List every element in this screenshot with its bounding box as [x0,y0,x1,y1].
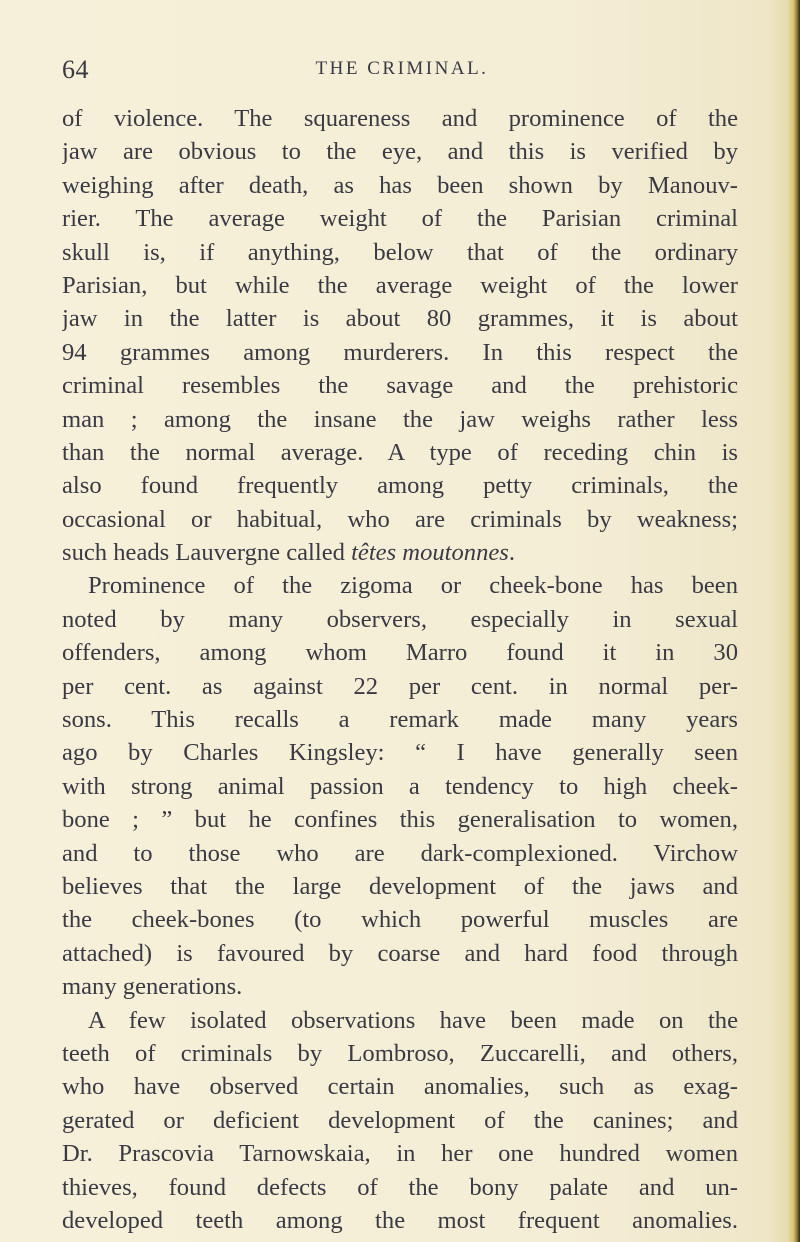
text-line-with-italic [62,536,738,569]
text-line: rier. The average weight of the Parisian criminal [62,205,738,233]
text-line: thieves, found defects of the bony palate and un- [62,1173,738,1201]
page-header [62,55,742,85]
text-line: Parisian, but while the average weight of the lower [62,271,738,299]
text-line: than the normal average. A type of receding chin is [62,438,738,466]
text-line: attached) is favoured by coarse and hard food through [62,939,738,967]
text-line: occasional or habitual, who are criminals by weakness; [62,505,738,533]
text-segment: such heads Lauvergne called [62,539,352,567]
text-line: Prominence of the zigoma or cheek-bone has been [88,572,738,600]
text-line: teeth of criminals by Lombroso, Zuccarelli, and others, [62,1039,738,1067]
text-line: developed teeth among the most frequent anomalies. [62,1206,738,1234]
text-line: with strong animal passion a tendency to high cheek- [62,772,738,800]
text-line: A few isolated observations have been made on the [88,1006,738,1034]
text-line: jaw in the latter is about 80 grammes, it is about [62,305,738,333]
text-line: noted by many observers, especially in sexual [62,605,738,633]
text-line: also found frequently among petty criminals, the [62,472,738,500]
text-line: who have observed certain anomalies, such as exag- [62,1073,738,1101]
running-head: THE CRIMINAL. [315,58,489,79]
text-line: skull is, if anything, below that of the ordinary [62,238,738,266]
page-edge [788,0,800,1242]
text-segment: . [508,539,516,567]
italic-term: têtes moutonnes [351,539,509,567]
text-line: many generations. [62,973,243,1001]
text-line: gerated or deficient development of the canines; and [62,1106,738,1134]
page-number: 64 [62,55,89,84]
text-line: criminal resembles the savage and the prehistoric [62,372,738,400]
text-line: weighing after death, as has been shown by Manouv- [62,171,738,199]
body-text [62,102,738,1237]
text-line: man ; among the insane the jaw weighs rather less [62,405,738,433]
text-line: per cent. as against 22 per cent. in normal per- [62,672,738,700]
text-line: believes that the large development of the jaws and [62,872,738,900]
text-line: jaw are obvious to the eye, and this is verified by [62,138,738,166]
text-line: 94 grammes among murderers. In this respect the [62,338,738,366]
text-line: ago by Charles Kingsley: “ I have generally seen [62,739,738,767]
text-line: bone ; ” but he confines this generalisation to women, [62,806,738,834]
text-line: offenders, among whom Marro found it in 30 [62,639,738,667]
text-line: Dr. Prascovia Tarnowskaia, in her one hundred women [62,1140,738,1168]
text-line: of violence. The squareness and prominence of the [62,105,738,132]
text-line: sons. This recalls a remark made many years [62,706,738,734]
text-line: and to those who are dark-complexioned. Virchow [62,839,738,867]
text-line: the cheek-bones (to which powerful muscles are [62,906,738,934]
